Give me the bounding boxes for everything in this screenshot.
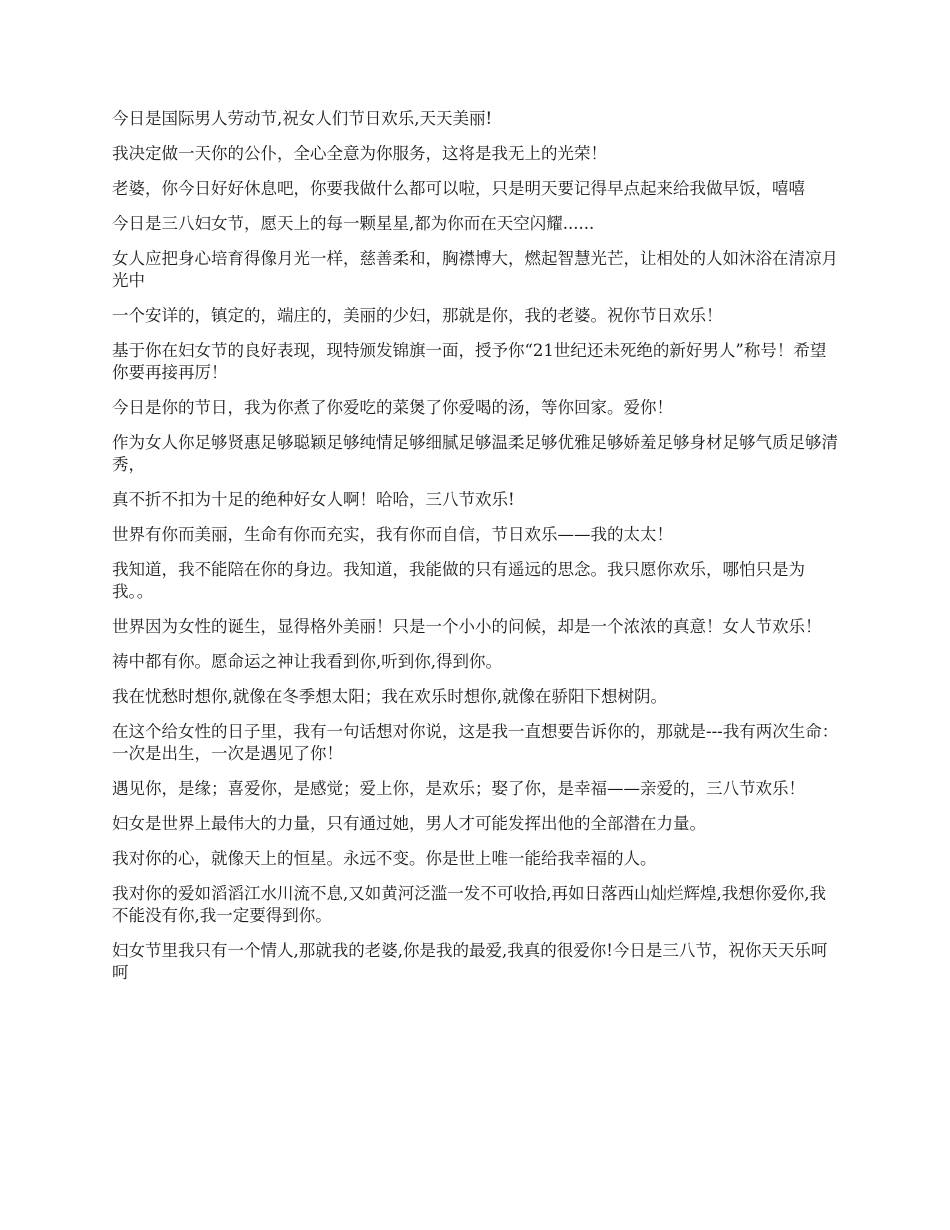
paragraph-10: 真不折不扣为十足的绝种好女人啊！哈哈，三八节欢乐! bbox=[112, 490, 515, 509]
paragraph-6: 一个安详的，镇定的，端庄的，美丽的少妇，那就是你，我的老婆。祝你节日欢乐！ bbox=[112, 306, 723, 325]
paragraph-16: 在这个给女性的日子里，我有一句话想对你说，这是我一直想要告诉你的，那就是---我有两次生命：一次是出生，一次是遇见了你！ bbox=[112, 722, 839, 763]
paragraph-2: 我决定做一天你的公仆，全心全意为你服务，这将是我无上的光荣！ bbox=[112, 144, 607, 163]
paragraph-14: 祷中都有你。愿命运之神让我看到你,听到你,得到你。 bbox=[112, 652, 502, 671]
paragraph-12: 我知道，我不能陪在你的身边。我知道，我能做的只有遥远的思念。我只愿你欢乐，哪怕只是为我。。 bbox=[112, 560, 805, 601]
paragraph-1: 今日是国际男人劳动节,祝女人们节日欢乐,天天美丽! bbox=[112, 109, 493, 128]
document-body bbox=[112, 108, 840, 997]
paragraph-18: 妇女是世界上最伟大的力量，只有通过她，男人才可能发挥出他的全部潜在力量。 bbox=[112, 814, 706, 833]
paragraph-8: 今日是你的节日，我为你煮了你爱吃的菜煲了你爱喝的汤，等你回家。爱你！ bbox=[112, 398, 673, 417]
paragraph-17: 遇见你，是缘；喜爱你，是感觉；爱上你，是欢乐；娶了你，是幸福——亲爱的，三八节欢乐！ bbox=[112, 779, 805, 798]
paragraph-15: 我在忧愁时想你,就像在冬季想太阳；我在欢乐时想你,就像在骄阳下想树阴。 bbox=[112, 687, 667, 706]
paragraph-19: 我对你的心，就像天上的恒星。永远不变。你是世上唯一能给我幸福的人。 bbox=[112, 849, 657, 868]
paragraph-21: 妇女节里我只有一个情人,那就我的老婆,你是我的最爱,我真的很爱你!今日是三八节，祝你天天乐呵呵 bbox=[112, 941, 828, 982]
paragraph-4: 今日是三八妇女节，愿天上的每一颗星星,都为你而在天空闪耀...... bbox=[112, 214, 595, 233]
paragraph-11: 世界有你而美丽，生命有你而充实，我有你而自信，节日欢乐——我的太太！ bbox=[112, 525, 673, 544]
paragraph-5: 女人应把身心培育得像月光一样，慈善柔和，胸襟博大，燃起智慧光芒，让相处的人如沐浴在清凉月光中 bbox=[112, 249, 838, 290]
paragraph-3: 老婆，你今日好好休息吧，你要我做什么都可以啦，只是明天要记得早点起来给我做早饭，嘻嘻 bbox=[112, 179, 805, 198]
paragraph-20: 我对你的爱如滔滔江水川流不息,又如黄河泛滥一发不可收拾,再如日落西山灿烂辉煌,我想你爱你,我不能没有你,我一定要得到你。 bbox=[112, 884, 826, 925]
paragraph-13: 世界因为女性的诞生，显得格外美丽！只是一个小小的问候，却是一个浓浓的真意！女人节欢乐！ bbox=[112, 617, 822, 636]
paragraph-7: 基于你在妇女节的良好表现，现特颁发锦旗一面，授予你“21世纪还未死绝的新好男人”称号！希望你要再接再厉！ bbox=[112, 341, 827, 382]
paragraph-9: 作为女人你足够贤惠足够聪颖足够纯情足够细腻足够温柔足够优雅足够娇羞足够身材足够气质足够清秀， bbox=[112, 433, 838, 474]
